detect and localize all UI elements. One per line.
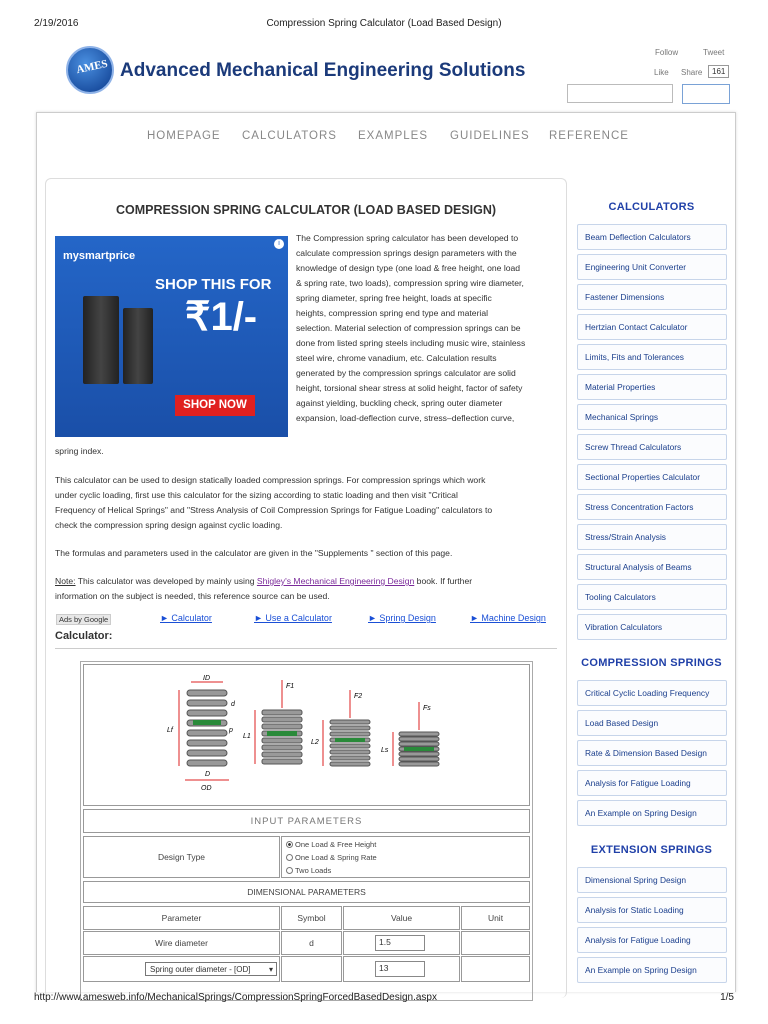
col-symbol: Symbol <box>281 906 342 930</box>
spring-diagram <box>157 672 457 798</box>
tweet-button[interactable]: Tweet <box>703 48 725 57</box>
diagram-label-l1: L1 <box>242 733 251 740</box>
sidebar-link[interactable]: Structural Analysis of Beams <box>577 554 727 580</box>
calculator-heading: Calculator: <box>55 630 113 642</box>
intro-paragraph <box>296 231 557 426</box>
sidebar-link[interactable]: Mechanical Springs <box>577 404 727 430</box>
sidebar-link[interactable]: Limits, Fits and Tolerances <box>577 344 727 370</box>
ad-link-machine-design[interactable]: ► Machine Design <box>470 613 546 623</box>
radio-one-load-spring-rate[interactable]: One Load & Spring Rate <box>286 853 377 862</box>
sidebar-link[interactable]: Sectional Properties Calculator <box>577 464 727 490</box>
note-text-post: book. If further <box>414 576 473 586</box>
ads-by-google-badge[interactable]: Ads by Google <box>56 614 111 625</box>
diagram-label-f2: F2 <box>353 693 362 700</box>
dimensional-parameters-header: DIMENSIONAL PARAMETERS <box>83 881 530 903</box>
intro-line: heights, compression spring end type and material <box>296 308 489 318</box>
note-text: This calculator was developed by mainly using <box>75 576 257 586</box>
share-button[interactable]: Share <box>681 68 703 77</box>
follow-button[interactable]: Follow <box>655 48 679 57</box>
outer-diameter-select[interactable]: Spring outer diameter - [OD] ▾ <box>145 962 277 976</box>
col-unit: Unit <box>461 906 530 930</box>
sidebar-heading: COMPRESSION SPRINGS <box>581 657 722 669</box>
row-outer-diameter-symbol <box>281 956 342 982</box>
sidebar-link[interactable]: An Example on Spring Design <box>577 957 727 983</box>
row-wire-diameter-unit <box>461 931 530 955</box>
intro-line: spring diameter, spring free height, loads at specific <box>296 293 492 303</box>
sidebar-link[interactable]: Fastener Dimensions <box>577 284 727 310</box>
print-page-number: 1/5 <box>720 992 734 1003</box>
usage-line: check the compression spring design against cyclic loading. <box>55 520 283 530</box>
sidebar-link[interactable]: Hertzian Contact Calculator <box>577 314 727 340</box>
diagram-label-d: d <box>230 701 235 708</box>
usage-line: under cyclic loading, first use this calculator for the sizing according to static loading and then visit "Critical <box>55 490 458 500</box>
col-parameter: Parameter <box>83 906 280 930</box>
col-value: Value <box>343 906 460 930</box>
diagram-label-f1: F1 <box>285 683 294 690</box>
sidebar-link[interactable]: Load Based Design <box>577 710 727 736</box>
diagram-label-id: ID <box>202 675 210 682</box>
divider <box>55 648 557 649</box>
site-brand[interactable]: Advanced Mechanical Engineering Solutions <box>120 60 526 81</box>
nav-homepage[interactable]: HOMEPAGE <box>147 130 221 142</box>
intro-line: & spring rate, two loads), compression spring wire diameter, <box>296 278 524 288</box>
nav-guidelines[interactable]: GUIDELINES <box>450 130 530 142</box>
print-header <box>0 18 768 32</box>
search-button[interactable] <box>682 84 730 104</box>
sidebar-heading: EXTENSION SPRINGS <box>590 844 713 856</box>
note-line-2: information on the subject is needed, this reference source can be used. <box>55 591 330 601</box>
usage-line: This calculator can be used to design statically loaded compression springs. For compression springs which work <box>55 475 486 485</box>
intro-line: The Compression spring calculator has been developed to <box>296 233 519 243</box>
diagram-label-d-mean: D <box>204 771 210 778</box>
intro-line: calculate compression springs design parameters with the <box>296 248 517 258</box>
sidebar-link[interactable]: An Example on Spring Design <box>577 800 727 826</box>
formulas-paragraph: The formulas and parameters used in the calculator are given in the "Supplements " section of this page. <box>55 548 453 558</box>
row-outer-diameter-unit <box>461 956 530 982</box>
sidebar-link[interactable]: Engineering Unit Converter <box>577 254 727 280</box>
ad-link-calculator[interactable]: ► Calculator <box>160 613 212 623</box>
sidebar-link[interactable]: Dimensional Spring Design <box>577 867 727 893</box>
sidebar-link[interactable]: Analysis for Static Loading <box>577 897 727 923</box>
speaker-icon <box>123 308 153 384</box>
note-paragraph <box>55 574 557 604</box>
intro-line: done from listed spring steels including music wire, stainless <box>296 338 526 348</box>
print-date: 2/19/2016 <box>34 18 79 29</box>
nav-examples[interactable]: EXAMPLES <box>358 130 428 142</box>
sidebar-link[interactable]: Material Properties <box>577 374 727 400</box>
usage-paragraph <box>55 473 557 533</box>
intro-line: against yielding, buckling check, spring outer diameter <box>296 398 503 408</box>
share-count-badge: 161 <box>708 65 729 78</box>
radio-one-load-free-height[interactable]: One Load & Free Height <box>286 840 376 849</box>
search-input[interactable] <box>567 84 673 103</box>
sidebar-link[interactable]: Screw Thread Calculators <box>577 434 727 460</box>
intro-line: knowledge of design type (one load & free height, one load <box>296 263 521 273</box>
ad-info-icon[interactable]: i <box>274 239 284 249</box>
ad-link-spring-design[interactable]: ► Spring Design <box>368 613 436 623</box>
sidebar-heading: CALCULATORS <box>608 201 695 213</box>
diagram-label-lf: Lf <box>166 727 173 734</box>
ad-link-use-calculator[interactable]: ► Use a Calculator <box>254 613 332 623</box>
sidebar-link[interactable]: Critical Cyclic Loading Frequency <box>577 680 727 706</box>
diagram-label-od: OD <box>200 785 211 792</box>
design-type-options <box>281 836 530 878</box>
diagram-label-p: p <box>228 727 233 734</box>
print-url: http://www.amesweb.info/MechanicalSprings/CompressionSpringForcedBasedDesign.aspx <box>34 992 437 1003</box>
diagram-label-fs: Fs <box>422 705 431 712</box>
page-title: COMPRESSION SPRING CALCULATOR (LOAD BASED DESIGN) <box>115 203 497 217</box>
diagram-label-ls: Ls <box>380 747 388 754</box>
ames-logo[interactable]: AMES <box>66 46 114 94</box>
print-title: Compression Spring Calculator (Load Based Design) <box>266 18 502 29</box>
sidebar-link[interactable]: Analysis for Fatigue Loading <box>577 770 727 796</box>
sidebar-link[interactable]: Stress Concentration Factors <box>577 494 727 520</box>
intro-line: selection. Material selection of compression springs can be <box>296 323 521 333</box>
ad-brand: mysmartprice <box>63 250 136 262</box>
sidebar-link[interactable]: Tooling Calculators <box>577 584 727 610</box>
sidebar-link[interactable]: Vibration Calculators <box>577 614 727 640</box>
row-wire-diameter-symbol: d <box>281 931 342 955</box>
outer-diameter-input[interactable]: 13 <box>375 961 425 977</box>
wire-diameter-input[interactable]: 1.5 <box>375 935 425 951</box>
intro-paragraph-tail: spring index. <box>55 446 104 456</box>
sidebar-link[interactable]: Beam Deflection Calculators <box>577 224 727 250</box>
diagram-label-l2: L2 <box>310 739 319 746</box>
design-type-label: Design Type <box>83 836 280 878</box>
sidebar-link[interactable]: Rate & Dimension Based Design <box>577 740 727 766</box>
sidebar-link[interactable]: Analysis for Fatigue Loading <box>577 927 727 953</box>
nav-calculators[interactable]: CALCULATORS <box>242 130 337 142</box>
ad-price: ₹1/- <box>185 295 258 339</box>
intro-line: height, torsional shear stress at solid height, factor of safety <box>296 383 523 393</box>
intro-line: generated by the compression springs calculator are solid <box>296 368 516 378</box>
chevron-down-icon: ▾ <box>268 965 273 974</box>
speaker-icon <box>83 296 119 384</box>
ad-headline: SHOP THIS FOR <box>155 276 272 293</box>
ad-shop-now-button[interactable]: SHOP NOW <box>175 395 255 416</box>
intro-line: expansion, load-deflection curve, stress–deflection curve, <box>296 413 515 423</box>
shigley-book-link[interactable]: Shigley's Mechanical Engineering Design <box>256 576 415 586</box>
row-wire-diameter-label: Wire diameter <box>83 931 280 955</box>
nav-reference[interactable]: REFERENCE <box>549 130 629 142</box>
input-parameters-header: INPUT PARAMETERS <box>83 809 530 833</box>
radio-two-loads[interactable]: Two Loads <box>286 866 331 875</box>
spring-diagram-cell <box>83 664 530 806</box>
sidebar-link[interactable]: Stress/Strain Analysis <box>577 524 727 550</box>
usage-line: Frequency of Helical Springs" and "Stress Analysis of Coil Compression Springs for Fatigue Loading" calculators to <box>55 505 493 515</box>
intro-line: steel wire, chrome vanadium, etc. Calculation results <box>296 353 497 363</box>
like-button[interactable]: Like <box>654 68 669 77</box>
ad-banner[interactable] <box>55 236 288 437</box>
note-label: Note: <box>55 576 76 586</box>
